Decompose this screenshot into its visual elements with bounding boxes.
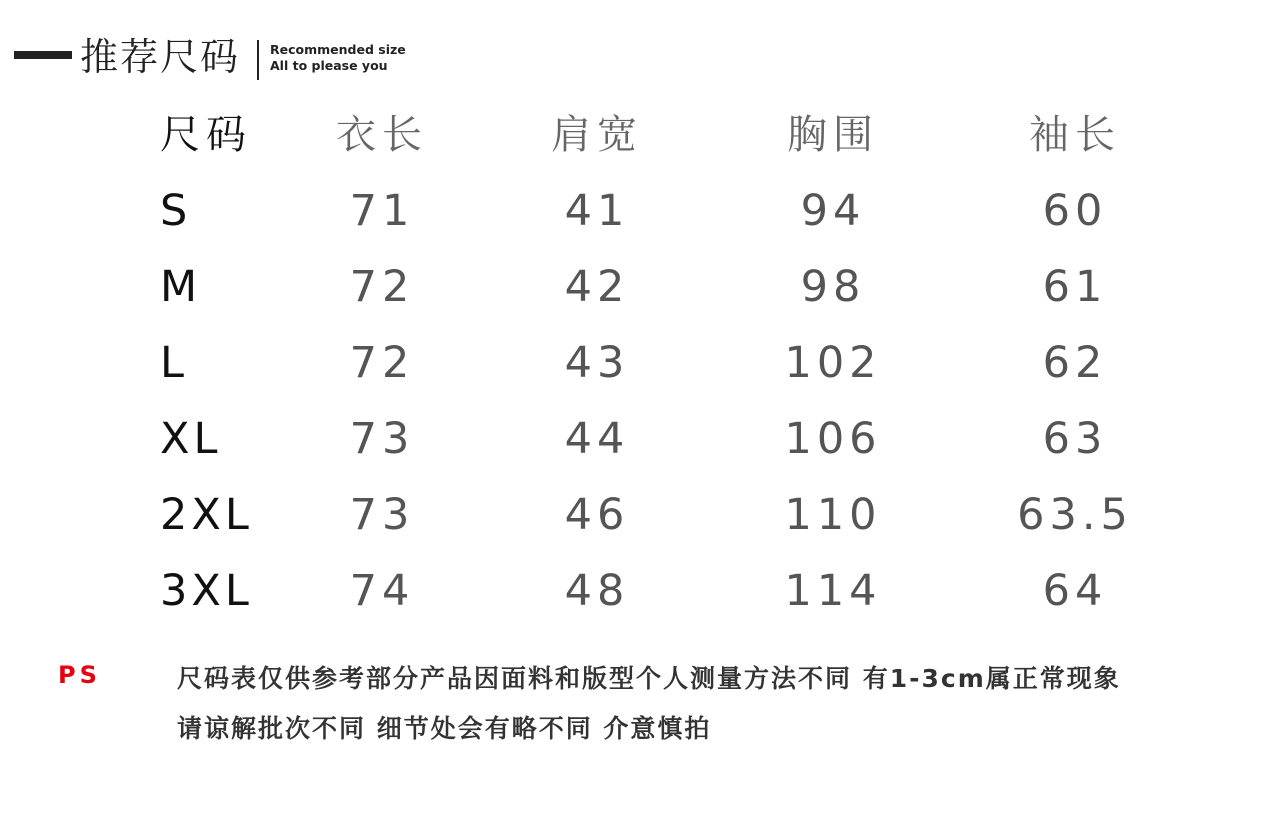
- sleeve-cell: 62: [1042, 338, 1108, 388]
- size-cell: 3XL: [160, 566, 253, 616]
- shoulder-cell: 42: [564, 262, 630, 312]
- chest-cell: 94: [800, 186, 866, 236]
- chest-cell: 102: [784, 338, 882, 388]
- column-header-size: 尺码: [160, 112, 252, 158]
- size-cell: XL: [160, 414, 222, 464]
- length-cell: 74: [349, 566, 415, 616]
- length-cell: 73: [349, 414, 415, 464]
- length-cell: 73: [349, 490, 415, 540]
- table-row: [0, 404, 1280, 480]
- size-table: [0, 100, 1280, 632]
- size-cell: L: [160, 338, 188, 388]
- header-accent-bar: [14, 51, 72, 59]
- sleeve-cell: 63: [1042, 414, 1108, 464]
- sleeve-cell: 61: [1042, 262, 1108, 312]
- shoulder-cell: 48: [564, 566, 630, 616]
- table-header-row: [0, 100, 1280, 176]
- table-row: [0, 252, 1280, 328]
- size-cell: M: [160, 262, 202, 312]
- size-cell: S: [160, 186, 192, 236]
- shoulder-cell: 44: [564, 414, 630, 464]
- header-divider: [257, 40, 259, 80]
- section-header: [14, 30, 474, 84]
- note-line-1: 尺码表仅供参考部分产品因面料和版型个人测量方法不同 有1-3cm属正常现象: [177, 664, 1121, 693]
- subtitle-line-2: All to please you: [270, 58, 388, 73]
- length-cell: 71: [349, 186, 415, 236]
- subtitle-line-1: Recommended size: [270, 42, 406, 57]
- ps-label: PS: [58, 661, 101, 689]
- size-cell: 2XL: [160, 490, 253, 540]
- column-header-chest: 胸围: [787, 112, 879, 158]
- table-row: [0, 480, 1280, 556]
- sleeve-cell: 63.5: [1017, 490, 1133, 540]
- chest-cell: 110: [784, 490, 882, 540]
- table-row: [0, 556, 1280, 632]
- chest-cell: 114: [784, 566, 882, 616]
- sleeve-cell: 60: [1042, 186, 1108, 236]
- shoulder-cell: 41: [564, 186, 630, 236]
- section-title: 推荐尺码: [80, 35, 241, 79]
- shoulder-cell: 46: [564, 490, 630, 540]
- column-header-length: 衣长: [336, 112, 428, 158]
- section-subtitle: [270, 42, 406, 74]
- table-row: [0, 328, 1280, 404]
- shoulder-cell: 43: [564, 338, 630, 388]
- table-row: [0, 176, 1280, 252]
- length-cell: 72: [349, 262, 415, 312]
- sleeve-cell: 64: [1042, 566, 1108, 616]
- chest-cell: 106: [784, 414, 882, 464]
- note-line-2: 请谅解批次不同 细节处会有略不同 介意慎拍: [177, 714, 712, 743]
- chest-cell: 98: [800, 262, 866, 312]
- length-cell: 72: [349, 338, 415, 388]
- column-header-shoulder: 肩宽: [551, 112, 643, 158]
- column-header-sleeve: 袖长: [1029, 112, 1121, 158]
